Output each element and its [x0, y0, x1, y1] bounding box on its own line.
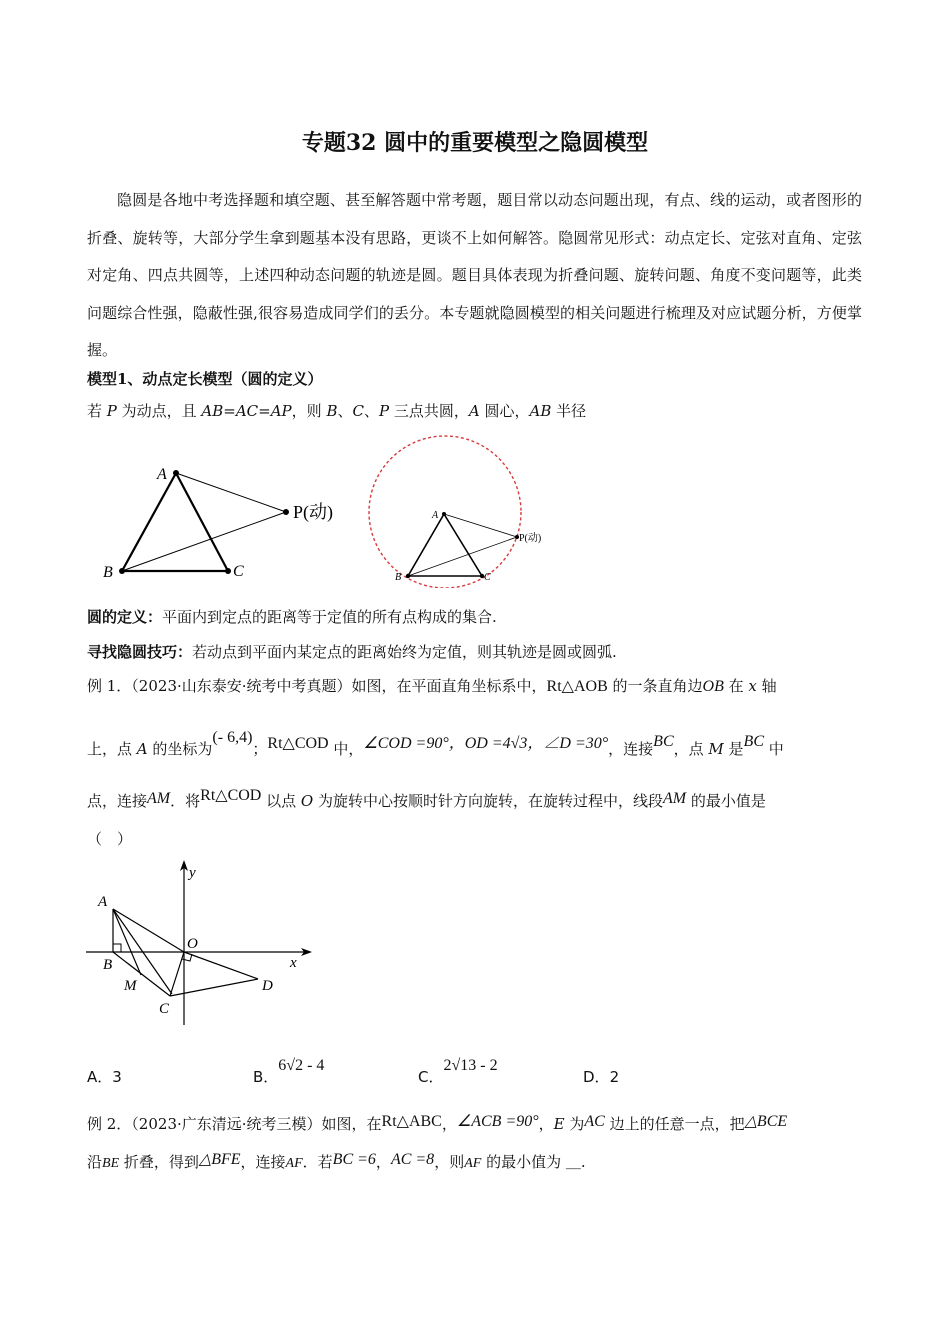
fig1-label-a: A [157, 466, 167, 483]
hidden-circle [369, 436, 521, 588]
fig2-label-c: C [484, 572, 491, 583]
option-c[interactable]: C．2√13 - 2 [418, 1057, 498, 1086]
intro-paragraph: 隐圆是各地中考选择题和填空题、甚至解答题中常考题，题目常以动态问题出现，有点、线的运动，或者图形的折叠、旋转等，大部分学生拿到题基本没有思路，更谈不上如何解答。隐圆常见形式：动点定长、定弦对直角、定弦对定角、四点共圆等，上述四种动态问题的轨迹是圆。题目具体表现为折叠问题、旋转问题、角度不变问题等，此类问题综合性强，隐蔽性强,很容易造成同学们的丢分。本专题就隐圆模型的相关问题进行梳理及对应试题分析，方便掌握。 [87, 191, 862, 359]
fig-label-c: C [159, 1001, 170, 1017]
hidden-circle-technique: 寻找隐圆技巧：若动点到平面内某定点的距离始终为定值，则其轨迹是圆或圆弧. [87, 643, 617, 661]
fig2-label-a: A [432, 510, 439, 521]
model1-figure-circle [360, 428, 560, 588]
fig2-label-b: B [395, 572, 402, 583]
page-title: 专题32 圆中的重要模型之隐圆模型 [301, 130, 649, 156]
example2-line1: 例 2．（2023·广东清远·统考三模）如图，在Rt△ABC，∠ACB =90°，E 为AC 边上的任意一点，把△BCE [87, 1113, 788, 1133]
fig-label-m: M [124, 978, 137, 994]
option-d[interactable]: D．2 [583, 1068, 620, 1086]
fig-label-o: O [187, 936, 198, 952]
example1-line2: 上，点 A 的坐标为(- 6,4)；Rt△COD 中，∠COD =90°，OD =4√3，∠D =30°，连接BC，点 M 是BC 中 [87, 729, 784, 758]
fig1-label-p: P(动) [293, 502, 333, 522]
option-a[interactable]: A．3 [87, 1068, 122, 1086]
example1-answer-blank: （ ） [87, 830, 133, 848]
option-b[interactable]: B．6√2 - 4 [253, 1057, 325, 1086]
fig-label-a: A [98, 894, 108, 910]
fig-label-y: y [189, 865, 196, 881]
fig1-label-c: C [233, 563, 244, 580]
model1-statement: 若 P 为动点，且 AB=AC=AP，则 B、C、P 三点共圆，A 圆心，AB 半径 [87, 402, 587, 420]
fig-label-d: D [262, 978, 273, 994]
fig-label-b: B [103, 957, 113, 973]
fig1-label-b: B [103, 564, 113, 581]
example1-figure [82, 855, 332, 1035]
example1-line3: 点，连接AM．将Rt△COD 以点 O 为旋转中心按顺时针方向旋转，在旋转过程中，线段AM 的最小值是 [87, 787, 766, 810]
model1-figure-triangle [95, 455, 355, 585]
model1-heading: 模型1、动点定长模型（圆的定义） [87, 370, 323, 388]
fig2-label-p: P(动) [519, 533, 542, 544]
circle-definition: 圆的定义：平面内到定点的距离等于定值的所有点构成的集合. [87, 608, 497, 626]
example2-line2: 沿BE 折叠，得到△BFE，连接AF．若BC =6，AC =8，则AF 的最小值为 ＿. [87, 1151, 586, 1171]
fig-label-x: x [290, 955, 297, 971]
example1-line1: 例 1．（2023·山东泰安·统考中考真题）如图，在平面直角坐标系中，Rt△AOB 的一条直角边OB 在 x 轴 [87, 677, 777, 695]
